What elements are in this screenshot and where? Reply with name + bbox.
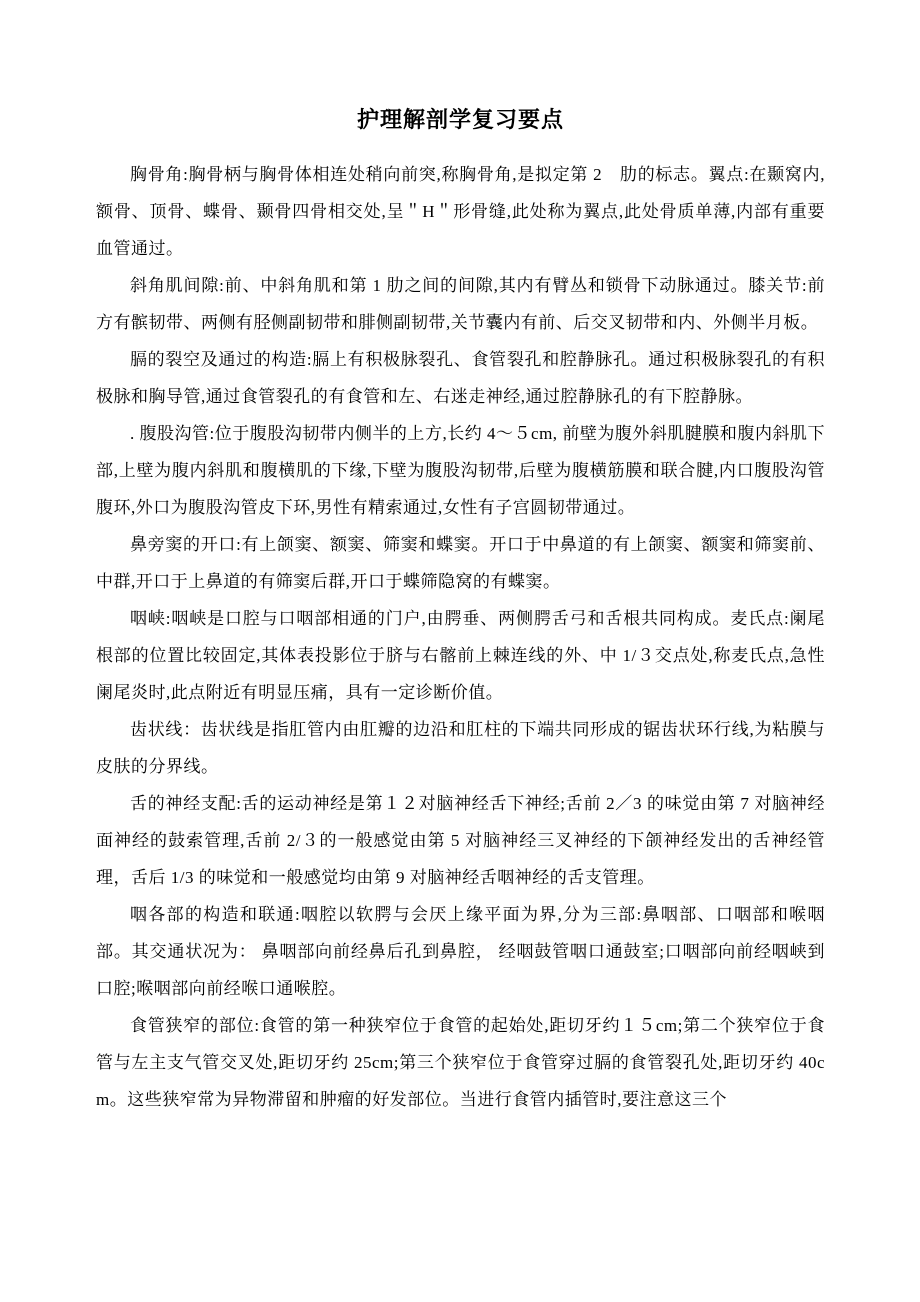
paragraph-esophagus-narrowings: 食管狭窄的部位:食管的第一种狭窄位于食管的起始处,距切牙约１５cm;第二个狭窄位于食管与左主支气管交叉处,距切牙约 25cm;第三个狭窄位于食管穿过膈的食管裂孔处,距切牙约 40cm。这些狭窄常为异物滞留和肿瘤的好发部位。当进行食管内插管时,要注意这三个 xyxy=(96,1016,825,1109)
paragraph-paranasal-sinuses: 鼻旁窦的开口:有上颌窦、额窦、筛窦和蝶窦。开口于中鼻道的有上颌窦、额窦和筛窦前、中群,开口于上鼻道的有筛窦后群,开口于蝶筛隐窝的有蝶窦。 xyxy=(96,535,825,591)
paragraph-tongue-nerves: 舌的神经支配:舌的运动神经是第１２对脑神经舌下神经;舌前 2／3 的味觉由第 7 对脑神经面神经的鼓索管理,舌前 2/３的一般感觉由第 5 对脑神经三叉神经的下颌神经发出的舌神经管理，舌后 1/3 的味觉和一般感觉均由第 9 对脑神经舌咽神经的舌支管理。 xyxy=(96,794,825,887)
paragraph-pharynx-parts: 咽各部的构造和联通:咽腔以软腭与会厌上缘平面为界,分为三部:鼻咽部、口咽部和喉咽部。其交通状况为： 鼻咽部向前经鼻后孔到鼻腔， 经咽鼓管咽口通鼓室;口咽部向前经咽峡到口腔;喉咽部向前经喉口通喉腔。 xyxy=(96,905,825,998)
paragraph-dentate-line: 齿状线：齿状线是指肛管内由肛瓣的边沿和肛柱的下端共同形成的锯齿状环行线,为粘膜与皮肤的分界线。 xyxy=(96,720,825,776)
paragraph-diaphragm-openings: 膈的裂空及通过的构造:膈上有积极脉裂孔、食管裂孔和腔静脉孔。通过积极脉裂孔的有积极脉和胸导管,通过食管裂孔的有食管和左、右迷走神经,通过腔静脉孔的有下腔静脉。 xyxy=(96,350,825,406)
paragraph-scalene-gap: 斜角肌间隙:前、中斜角肌和第 1 肋之间的间隙,其内有臂丛和锁骨下动脉通过。膝关节:前方有髌韧带、两侧有胫侧副韧带和腓侧副韧带,关节囊内有前、后交叉韧带和内、外侧半月板。 xyxy=(96,276,825,332)
paragraph-inguinal-canal: . 腹股沟管:位于腹股沟韧带内侧半的上方,长约 4～５cm, 前壁为腹外斜肌腱膜和腹内斜肌下部,上壁为腹内斜肌和腹横肌的下缘,下壁为腹股沟韧带,后壁为腹横筋膜和联合腱,内口腹股沟管腹环,外口为腹股沟管皮下环,男性有精索通过,女性有子宫圆韧带通过。 xyxy=(96,424,825,517)
paragraph-sternal-angle: 胸骨角:胸骨柄与胸骨体相连处稍向前突,称胸骨角,是拟定第 2 肋的标志。翼点:在颞窝内,额骨、顶骨、蝶骨、颞骨四骨相交处,呈＂H＂形骨缝,此处称为翼点,此处骨质单薄,内部有重要血管通过。 xyxy=(96,165,825,258)
paragraph-isthmus-mcburney: 咽峡:咽峡是口腔与口咽部相通的门户,由腭垂、两侧腭舌弓和舌根共同构成。麦氏点:阑尾根部的位置比较固定,其体表投影位于脐与右髂前上棘连线的外、中 1/３交点处,称麦氏点,急性阑尾炎时,此点附近有明显压痛，具有一定诊断价值。 xyxy=(96,609,825,702)
document-title: 护理解剖学复习要点 xyxy=(356,107,564,132)
